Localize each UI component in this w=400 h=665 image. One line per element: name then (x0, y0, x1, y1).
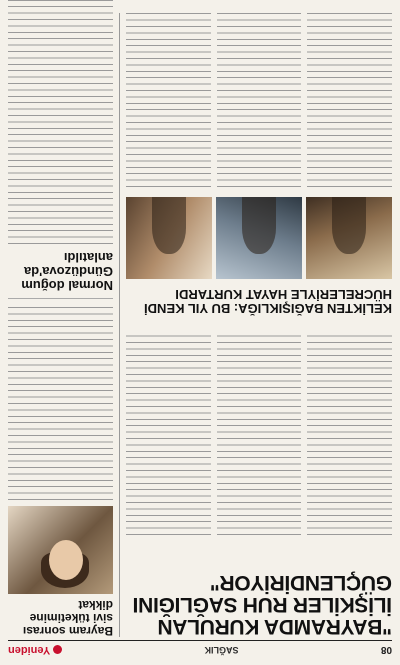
lower-article-headline: KELİKTEN BAĞIŞIKLIĞA: BU YIL KENDİ HÜCRELERİYLE HAYAT KURTARDI (144, 287, 392, 316)
side-column (8, 13, 120, 637)
page-number: 08 (380, 644, 392, 656)
body-text (307, 332, 392, 537)
divider (8, 298, 113, 299)
article-column (217, 9, 302, 189)
body-text (217, 13, 302, 189)
article-column (307, 327, 392, 537)
news-photo (216, 197, 302, 279)
body-text (126, 332, 211, 537)
main-article-body (126, 327, 392, 537)
body-text (217, 332, 302, 537)
body-text (126, 13, 211, 189)
masthead (8, 640, 392, 659)
article-column (126, 327, 211, 537)
article-column (217, 327, 302, 537)
article-column (126, 9, 211, 189)
photo-strip (126, 197, 392, 279)
news-photo (306, 197, 392, 279)
portrait-photo (8, 506, 113, 594)
news-photo (126, 197, 212, 279)
brand-logo (8, 644, 62, 656)
body-text (307, 13, 392, 189)
article-column (307, 9, 392, 189)
body-text (8, 302, 113, 502)
side-headline-1: Bayram sonrası sivi tüketimine dikkat (22, 598, 113, 638)
side-headline-2: Normal doğum Gündüzova'da anlatıldı (21, 250, 113, 293)
brand-name: Yeniden (8, 644, 51, 656)
lower-article-body (126, 9, 392, 189)
brand-mark-icon (53, 646, 62, 655)
main-headline: "BAYRAMDA KURULAN İLİŞKİLER RUH SAĞLIĞINI GÜÇLENDİRİYOR" (132, 571, 392, 638)
section-title: SAĞLIK (204, 645, 239, 655)
body-text (8, 0, 113, 246)
